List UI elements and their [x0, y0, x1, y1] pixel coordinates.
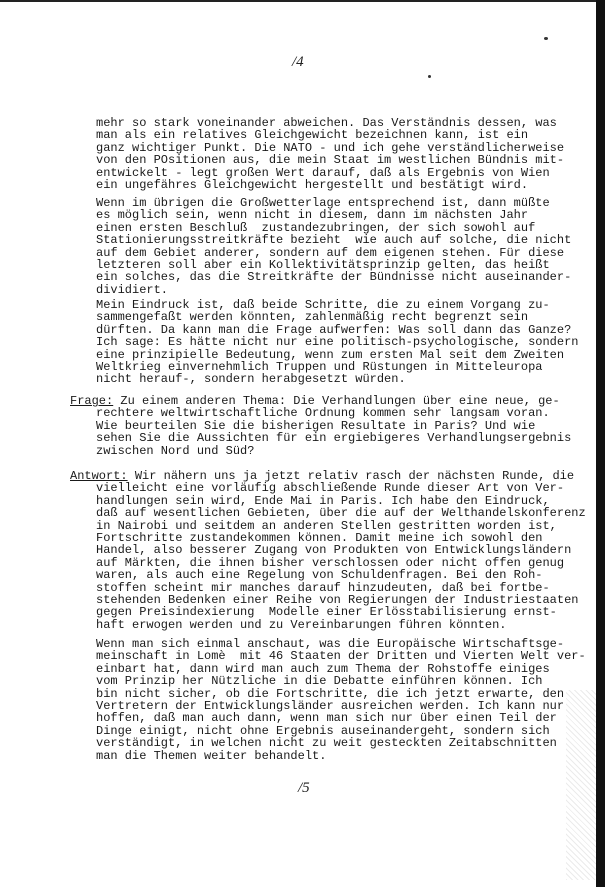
text-line-content: Stationierungsstreitkräfte bezieht wie auch auf solche, die nicht	[96, 233, 572, 248]
text-line-content: vielleicht eine vorläufig abschließende Runde dieser Art von Ver-	[96, 481, 565, 496]
text-line-content: Ich sage: Es hätte nicht nur eine politisch-psychologische, sondern	[96, 335, 579, 350]
text-line-content: ein ungefähres Gleichgewicht hergestellt und bestätigt wird.	[96, 177, 529, 192]
scan-speck	[544, 37, 548, 40]
text-line-content: ganz wichtiger Punkt. Die NATO - und ich gehe verständlicherweise	[96, 140, 565, 155]
text-line-content: stehenden Bedenken einer Reihe von Regierungen der Industriestaaten	[96, 592, 579, 607]
text-line-content: es möglich sein, wenn nicht in diesem, dann im nächsten Jahr	[96, 208, 529, 223]
text-line-content: vom Prinzip her Nützliche in die Debatte einführen können. Ich	[96, 674, 543, 689]
text-line-content: man als ein relatives Gleichgewicht bezeichnen kann, ist ein	[96, 128, 529, 143]
labeled-paragraph	[70, 470, 586, 631]
text-line-content: sehen Sie die Aussichten für ein ergiebigeres Verhandlungsergebnis	[96, 431, 572, 446]
text-line-content: Wenn man sich einmal anschaut, was die Europäische Wirtschaftsge-	[96, 637, 565, 651]
text-line	[96, 284, 571, 296]
page-number-bottom: /5	[298, 780, 310, 796]
text-line-content: letzteren soll aber ein Kollektivitätsprinzip gelten, das heißt	[96, 257, 550, 272]
text-line-content: waren, als auch eine Regelung von Schuldenfragen. Bei den Roh-	[96, 568, 543, 583]
text-line-content: ein solches, das die Streitkräfte der Bündnisse nicht auseinander-	[96, 270, 572, 285]
text-line-content: bin nicht sicher, ob die Fortschritte, die ich jetzt erwarte, den	[96, 686, 565, 701]
text-line-content: eine prinzipielle Bedeutung, wenn zum ersten Mal seit dem Zweiten	[96, 347, 565, 362]
text-line-content: sammengefaßt werden könnten, zahlenmäßig recht begrenzt sein	[96, 310, 529, 325]
text-line-content: handlungen sein wird, Ende Mai in Paris. Ich habe den Eindruck,	[96, 493, 550, 508]
text-line-content: meinschaft in Lomè mit 46 Staaten der Dritten und Vierten Welt ver-	[96, 649, 586, 664]
text-line-content: man die Themen weiter behandelt.	[96, 748, 327, 763]
scan-speck	[428, 75, 431, 78]
text-line-content: auf dem Gebiet anderer, sondern auf dem eigenen stehen. Für diese	[96, 245, 565, 260]
text-line-content: Wenn im übrigen die Großwetterlage entsprechend ist, dann müßte	[96, 196, 550, 210]
labeled-paragraph	[70, 395, 571, 457]
text-line-content: Weltkrieg einvernehmlich Truppen und Rüstungen in Mitteleuropa	[96, 359, 543, 374]
text-line-content: einen ersten Beschluß zustandezubringen, der sich sowohl auf	[96, 220, 536, 235]
text-line-content: auf Märkten, die ihnen bisher verschlossen oder nicht offen genug	[96, 555, 565, 570]
text-line-content: Zu einem anderen Thema: Die Verhandlungen über eine neue, ge-	[120, 394, 560, 408]
text-line-content: Fortschritte zustandekommen können. Damit meine ich sowohl den	[96, 530, 543, 545]
page-number-top: /4	[292, 54, 304, 70]
text-line-content: daß auf wesentlichen Gebieten, über die auf der Welthandelskonferenz	[96, 506, 586, 521]
text-line-content: Handel, also besserer Zugang von Produkten von Entwicklungsländern	[96, 543, 572, 558]
text-line	[70, 445, 571, 457]
text-line-content: nicht herauf-, sondern herabgesetzt würden.	[96, 372, 406, 387]
text-line-content: zwischen Nord und Süd?	[96, 443, 255, 458]
speaker-label: Antwort:	[70, 469, 128, 483]
text-line-content: gegen Preisindexierung Modelle einer Erlösstabilisierung ernst-	[96, 605, 557, 620]
paragraph	[96, 117, 564, 191]
text-line-content: Vertretern der Entwicklungsländer ausreichen werden. Ich kann nur	[96, 698, 565, 713]
text-line-content: Dinge einigt, nicht ohne Ergebnis auseinandergeht, sondern sich	[96, 723, 550, 738]
text-line-content: in Nairobi und seitdem an anderen Stellen gestritten worden ist,	[96, 518, 557, 533]
paragraph	[96, 299, 578, 386]
scan-edge-right	[596, 0, 605, 887]
speaker-label: Frage:	[70, 394, 114, 408]
text-line	[96, 750, 586, 762]
text-line-content: stoffen scheint mir manches darauf hinzudeuten, daß bei fortbe-	[96, 580, 550, 595]
text-line-content: verständigt, in welchen nicht zu weit gesteckten Zeitabschnitten	[96, 736, 557, 751]
text-line-content: rechtere weltwirtschaftliche Ordnung kommen sehr langsam voran.	[96, 406, 550, 421]
paragraph	[96, 197, 571, 296]
text-line-content: entwickelt - legt großen Wert darauf, daß als Ergebnis von Wien	[96, 165, 550, 180]
text-line-content: hoffen, daß man auch dann, wenn man sich nur über einen Teil der	[96, 711, 557, 726]
text-line-content: von den POsitionen aus, die mein Staat im westlichen Bündnis mit-	[96, 153, 565, 168]
text-line-content: Wie beurteilen Sie die bisherigen Resultate in Paris? Und wie	[96, 418, 536, 433]
text-line-content: haft erwogen werden und zu Vereinbarungen führen könnten.	[96, 617, 507, 632]
text-line-content: Wir nähern uns ja jetzt relativ rasch der nächsten Runde, die	[134, 469, 575, 483]
text-line-content: mehr so stark voneinander abweichen. Das Verständnis dessen, was	[96, 116, 557, 130]
text-line	[96, 179, 564, 191]
text-line	[96, 373, 578, 385]
scan-edge-top	[0, 0, 605, 2]
text-line-content: Mein Eindruck ist, daß beide Schritte, die zu einem Vorgang zu-	[96, 298, 550, 312]
text-line-content: dividiert.	[96, 282, 169, 297]
text-line-content: einbart hat, dann wird man auch zum Thema der Rohstoffe einiges	[96, 661, 550, 676]
paragraph	[96, 638, 586, 762]
text-line	[70, 619, 586, 631]
text-line-content: dürften. Da kann man die Frage aufwerfen: Was soll dann das Ganze?	[96, 322, 572, 337]
